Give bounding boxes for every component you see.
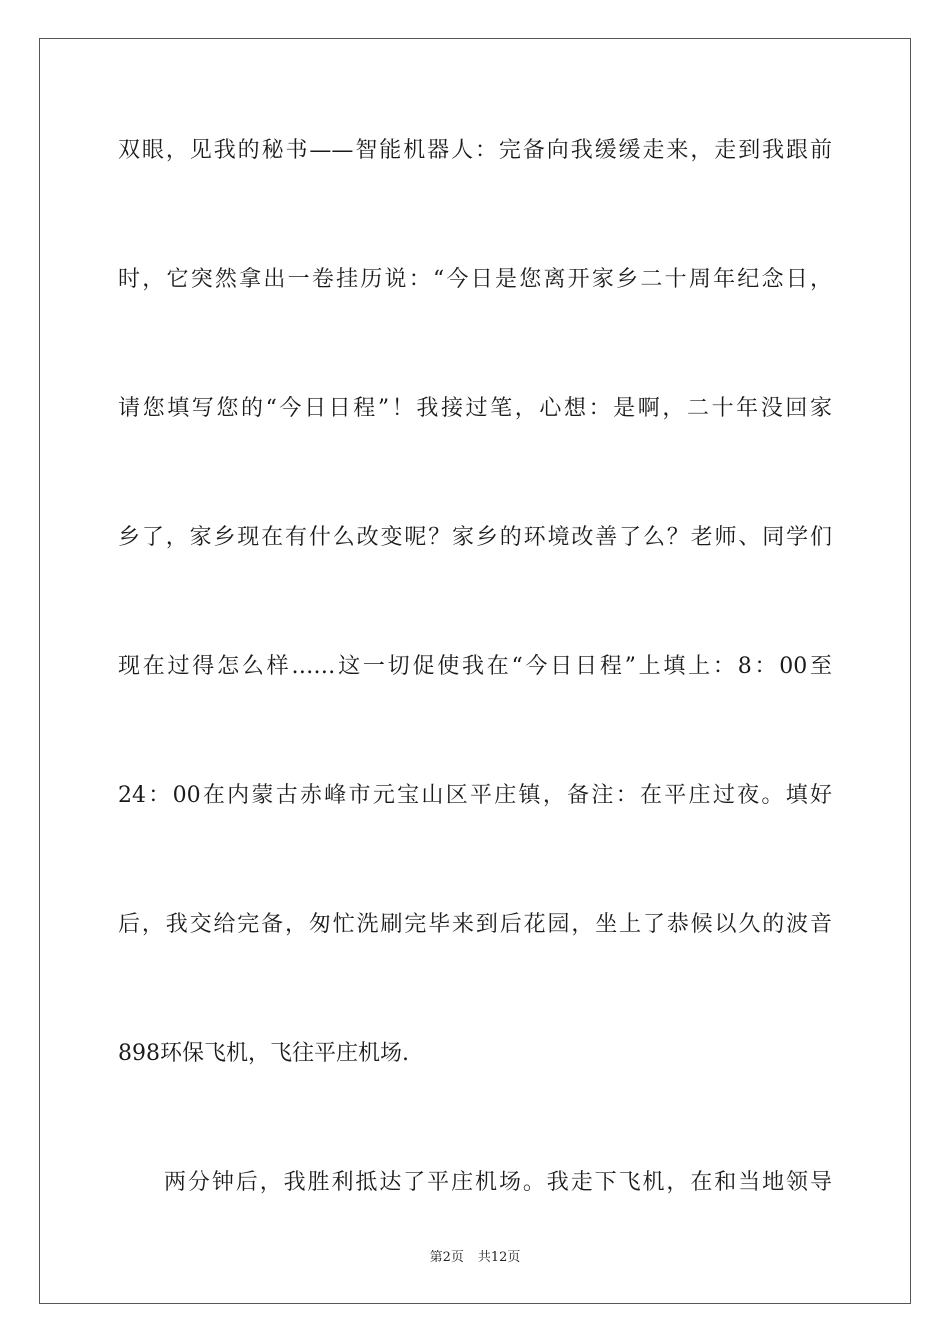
text-line: 898环保飞机，飞往平庄机场. <box>118 1041 409 1066</box>
text-line: 24：00在内蒙古赤峰市元宝山区平庄镇，备注：在平庄过夜。填好 <box>118 783 832 808</box>
text-line: 请您填写您的“今日日程”！我接过笔，心想：是啊，二十年没回家 <box>118 396 832 421</box>
text-line: 两分钟后，我胜利抵达了平庄机场。我走下飞机，在和当地领导 <box>164 1170 832 1195</box>
text-line: 后，我交给完备，匆忙洗刷完毕来到后花园，坐上了恭候以久的波音 <box>118 912 832 937</box>
page-footer <box>0 1246 950 1265</box>
document-body <box>118 128 832 1289</box>
text-line: 现在过得怎么样……这一切促使我在“今日日程”上填上：8：00至 <box>118 654 832 679</box>
text-line: 时，它突然拿出一卷挂历说：“今日是您离开家乡二十周年纪念日， <box>118 267 832 292</box>
page-number: 第2页 <box>429 1250 464 1265</box>
text-line: 乡了，家乡现在有什么改变呢？家乡的环境改善了么？老师、同学们 <box>118 525 832 550</box>
text-line: 双眼，见我的秘书——智能机器人：完备向我缓缓走来，走到我跟前 <box>118 138 832 163</box>
page-total: 共12页 <box>477 1250 521 1265</box>
